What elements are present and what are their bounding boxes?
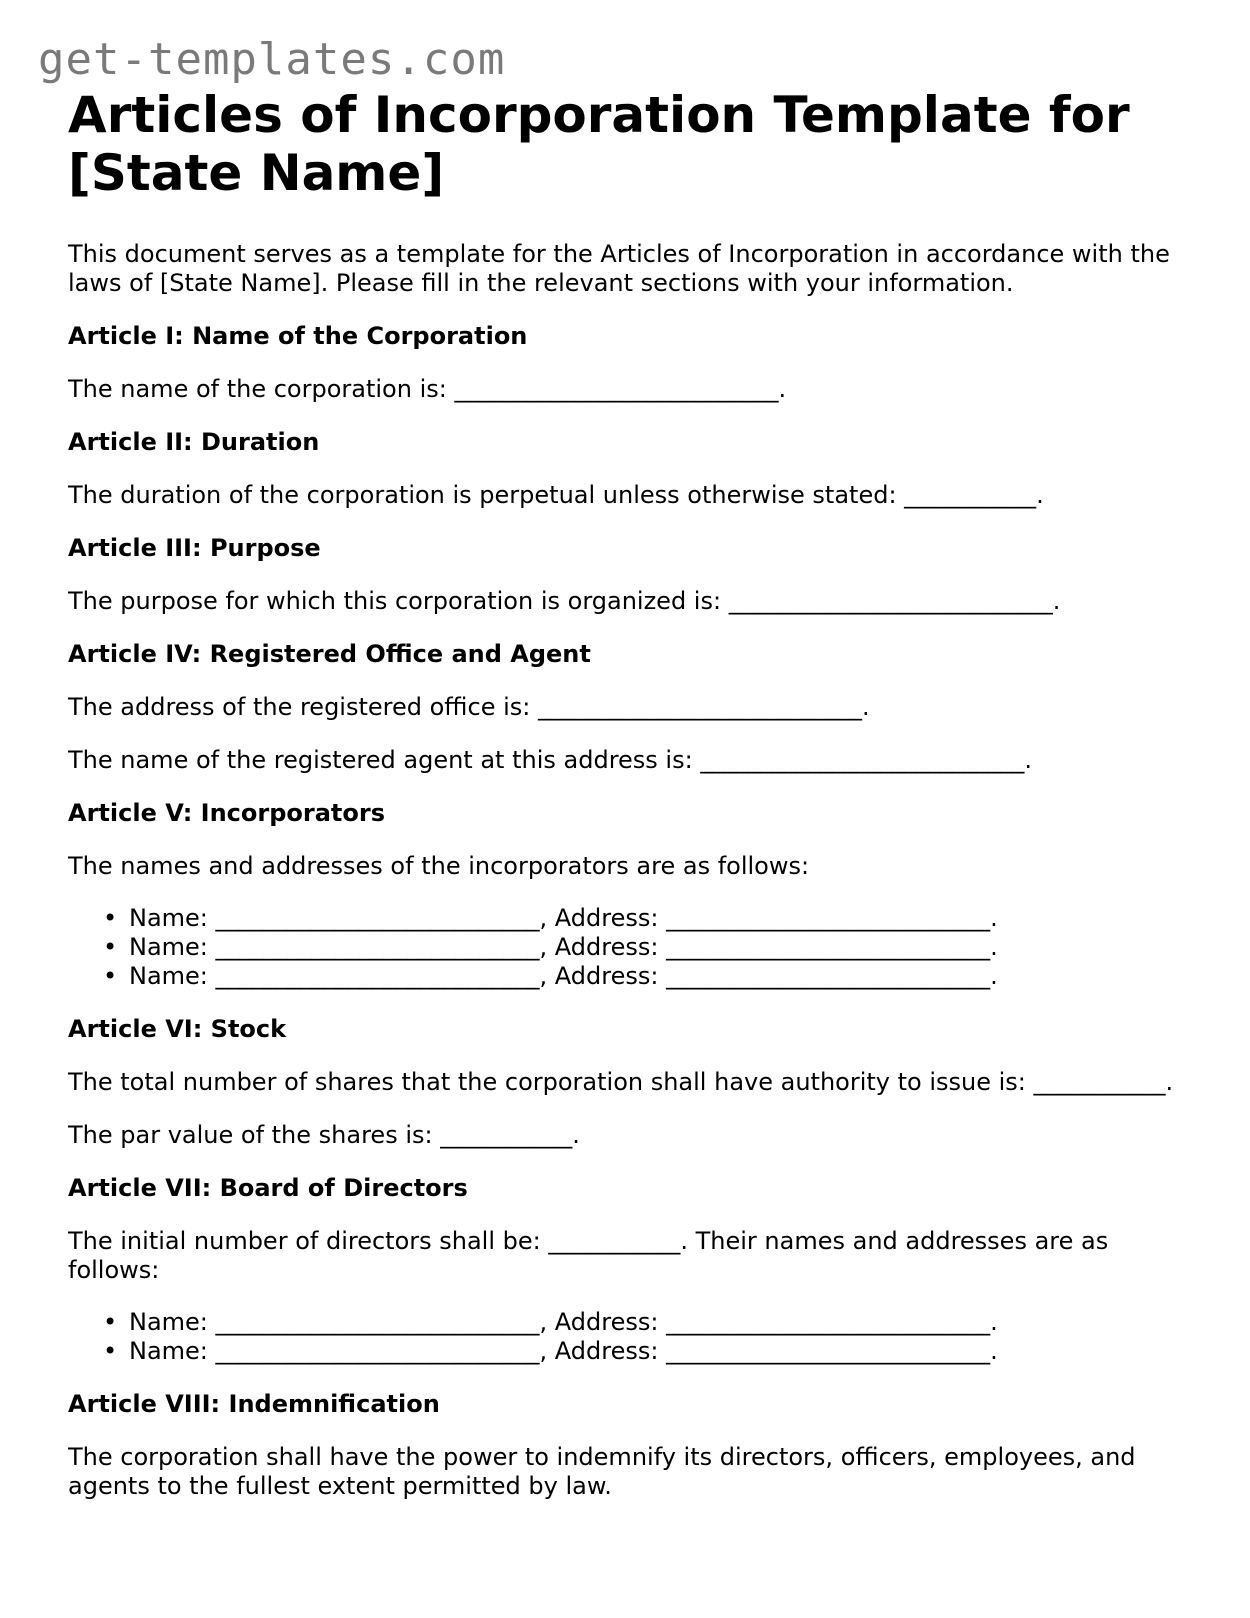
article-5-heading: Article V: Incorporators [68, 799, 385, 827]
article-2-text: The duration of the corporation is perpetual unless otherwise stated: ___________. [68, 481, 1044, 509]
article-7-text: The initial number of directors shall be: ___________. Their names and addresses are as follows: [68, 1227, 1109, 1284]
article-4-heading: Article IV: Registered Office and Agent [68, 640, 591, 668]
incorporators-list [68, 904, 1188, 991]
bullet-icon: • [103, 962, 118, 990]
bullet-icon: • [103, 1337, 118, 1365]
article-8-text: The corporation shall have the power to indemnify its directors, officers, employees, and agents to the fullest extent permitted by law. [68, 1443, 1136, 1500]
article-8-heading: Article VIII: Indemnification [68, 1390, 440, 1418]
article-3-heading: Article III: Purpose [68, 534, 321, 562]
article-7-heading: Article VII: Board of Directors [68, 1174, 468, 1202]
article-1-heading: Article I: Name of the Corporation [68, 322, 528, 350]
list-item-text: Name: ___________________________, Address: ___________________________. [129, 1308, 998, 1336]
list-item [103, 933, 1188, 962]
bullet-icon: • [103, 904, 118, 932]
list-item-text: Name: ___________________________, Address: ___________________________. [129, 962, 998, 990]
article-3-text: The purpose for which this corporation is organized is: ___________________________. [68, 587, 1061, 615]
article-1-text: The name of the corporation is: ___________________________. [68, 375, 787, 403]
list-item [103, 904, 1188, 933]
article-6-par-text: The par value of the shares is: ___________. [68, 1121, 580, 1149]
list-item [103, 962, 1188, 991]
bullet-icon: • [103, 1308, 118, 1336]
article-4-office-text: The address of the registered office is: ___________________________. [68, 693, 870, 721]
bullet-icon: • [103, 933, 118, 961]
list-item-text: Name: ___________________________, Address: ___________________________. [129, 1337, 998, 1365]
document-title: Articles of Incorporation Template for [State Name] [68, 86, 1130, 202]
intro-paragraph: This document serves as a template for the Articles of Incorporation in accordance with the laws of [State Name]. Please fill in the relevant sections with your information. [68, 240, 1170, 297]
list-item-text: Name: ___________________________, Address: ___________________________. [129, 904, 998, 932]
article-2-heading: Article II: Duration [68, 428, 320, 456]
article-5-text: The names and addresses of the incorporators are as follows: [68, 852, 810, 880]
list-item-text: Name: ___________________________, Address: ___________________________. [129, 933, 998, 961]
list-item [103, 1308, 1188, 1337]
site-watermark: get-templates.com [38, 34, 506, 85]
article-6-heading: Article VI: Stock [68, 1015, 287, 1043]
directors-list [68, 1308, 1188, 1366]
document [68, 86, 1188, 1501]
article-6-shares-text: The total number of shares that the corporation shall have authority to issue is: ___________. [68, 1068, 1174, 1096]
article-4-agent-text: The name of the registered agent at this address is: ___________________________. [68, 746, 1032, 774]
list-item [103, 1337, 1188, 1366]
